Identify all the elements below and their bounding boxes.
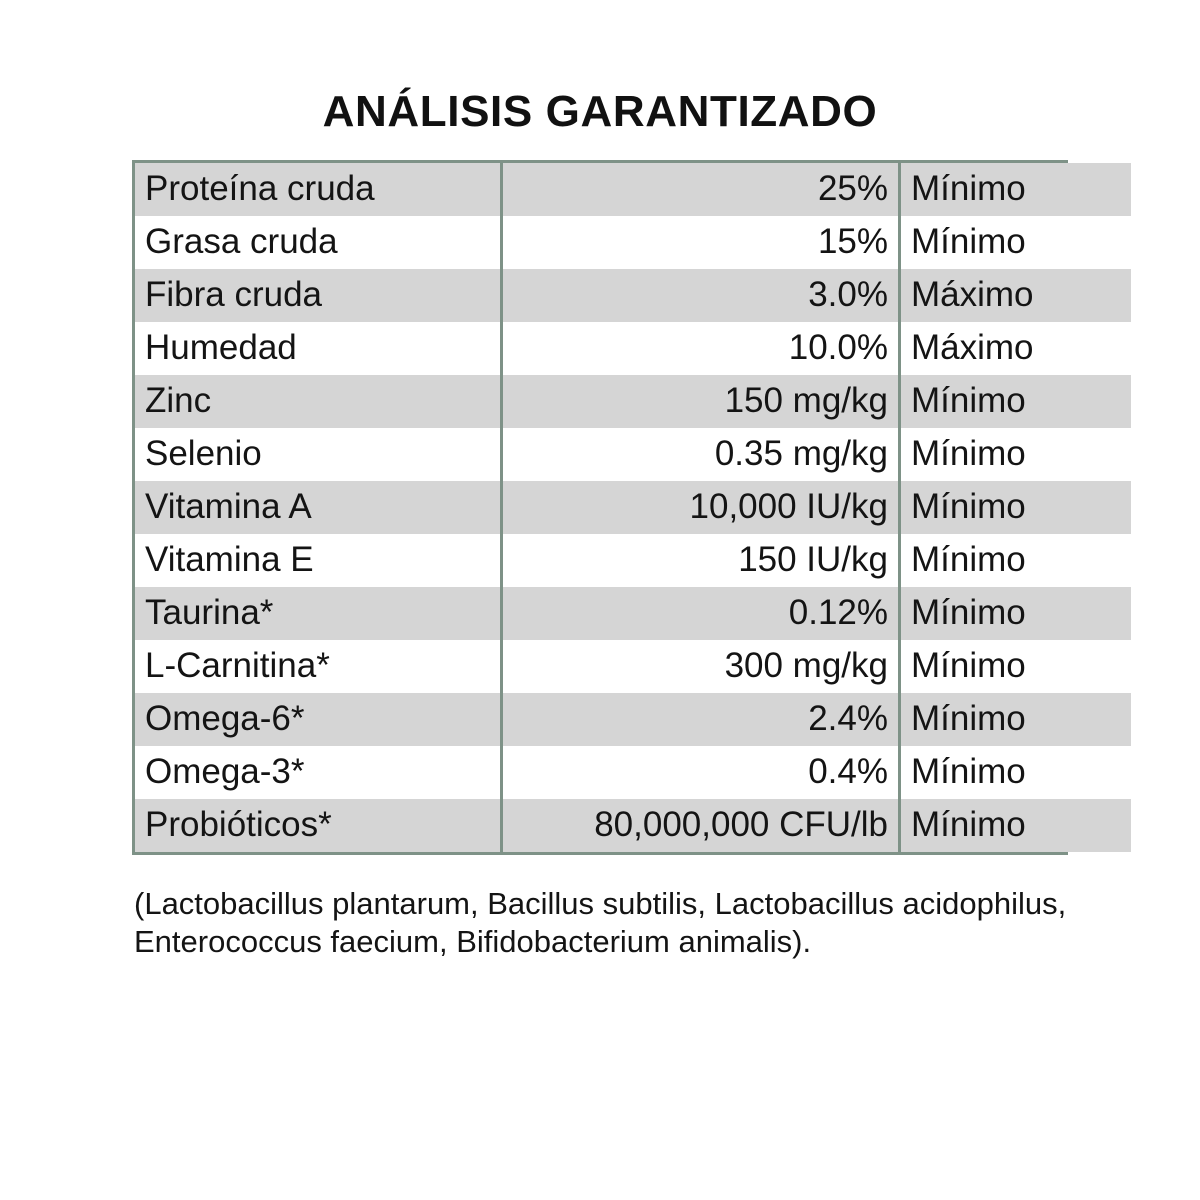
table-row (135, 534, 1131, 587)
nutrient-amount-cell: 25% (502, 163, 900, 216)
guaranteed-analysis-table (135, 163, 1131, 852)
table-row (135, 693, 1131, 746)
nutrient-name-cell: Proteína cruda (135, 163, 502, 216)
nutrient-qualifier-cell: Mínimo (900, 375, 1132, 428)
nutrient-amount-cell: 150 IU/kg (502, 534, 900, 587)
nutrient-name-cell: Vitamina E (135, 534, 502, 587)
nutrient-name-cell: Vitamina A (135, 481, 502, 534)
table-row (135, 375, 1131, 428)
nutrient-amount-cell: 0.35 mg/kg (502, 428, 900, 481)
nutrient-amount-cell: 80,000,000 CFU/lb (502, 799, 900, 852)
nutrient-name-cell: Selenio (135, 428, 502, 481)
nutrient-name-cell: L-Carnitina* (135, 640, 502, 693)
nutrient-name-cell: Taurina* (135, 587, 502, 640)
nutrient-name-cell: Grasa cruda (135, 216, 502, 269)
nutrient-qualifier-cell: Máximo (900, 269, 1132, 322)
nutrient-qualifier-cell: Mínimo (900, 163, 1132, 216)
nutrient-amount-cell: 0.4% (502, 746, 900, 799)
nutrient-qualifier-cell: Mínimo (900, 799, 1132, 852)
probiotics-footnote: (Lactobacillus plantarum, Bacillus subtilis, Lactobacillus acidophilus, Enterococcus faecium, Bifidobacterium animalis). (134, 886, 1067, 959)
nutrient-amount-cell: 10.0% (502, 322, 900, 375)
analysis-table-container (132, 160, 1068, 855)
nutrient-qualifier-cell: Mínimo (900, 640, 1132, 693)
nutrient-qualifier-cell: Máximo (900, 322, 1132, 375)
page-title: ANÁLISIS GARANTIZADO (322, 87, 878, 136)
nutrient-amount-cell: 10,000 IU/kg (502, 481, 900, 534)
nutrient-amount-cell: 150 mg/kg (502, 375, 900, 428)
nutrient-qualifier-cell: Mínimo (900, 216, 1132, 269)
nutrient-name-cell: Omega-3* (135, 746, 502, 799)
nutrient-name-cell: Probióticos* (135, 799, 502, 852)
nutrient-name-cell: Zinc (135, 375, 502, 428)
nutrient-qualifier-cell: Mínimo (900, 693, 1132, 746)
table-row (135, 587, 1131, 640)
nutrient-qualifier-cell: Mínimo (900, 428, 1132, 481)
nutrient-qualifier-cell: Mínimo (900, 587, 1132, 640)
nutrient-amount-cell: 15% (502, 216, 900, 269)
nutrient-amount-cell: 0.12% (502, 587, 900, 640)
table-row (135, 428, 1131, 481)
analysis-table-body (135, 163, 1131, 852)
table-row (135, 640, 1131, 693)
table-row (135, 799, 1131, 852)
nutrient-amount-cell: 2.4% (502, 693, 900, 746)
nutrient-qualifier-cell: Mínimo (900, 746, 1132, 799)
table-row (135, 216, 1131, 269)
nutrient-amount-cell: 3.0% (502, 269, 900, 322)
nutrient-name-cell: Humedad (135, 322, 502, 375)
nutrient-amount-cell: 300 mg/kg (502, 640, 900, 693)
table-row (135, 163, 1131, 216)
nutrient-name-cell: Omega-6* (135, 693, 502, 746)
table-row (135, 746, 1131, 799)
table-row (135, 322, 1131, 375)
nutrient-name-cell: Fibra cruda (135, 269, 502, 322)
table-row (135, 481, 1131, 534)
table-row (135, 269, 1131, 322)
nutrient-qualifier-cell: Mínimo (900, 534, 1132, 587)
nutrient-qualifier-cell: Mínimo (900, 481, 1132, 534)
